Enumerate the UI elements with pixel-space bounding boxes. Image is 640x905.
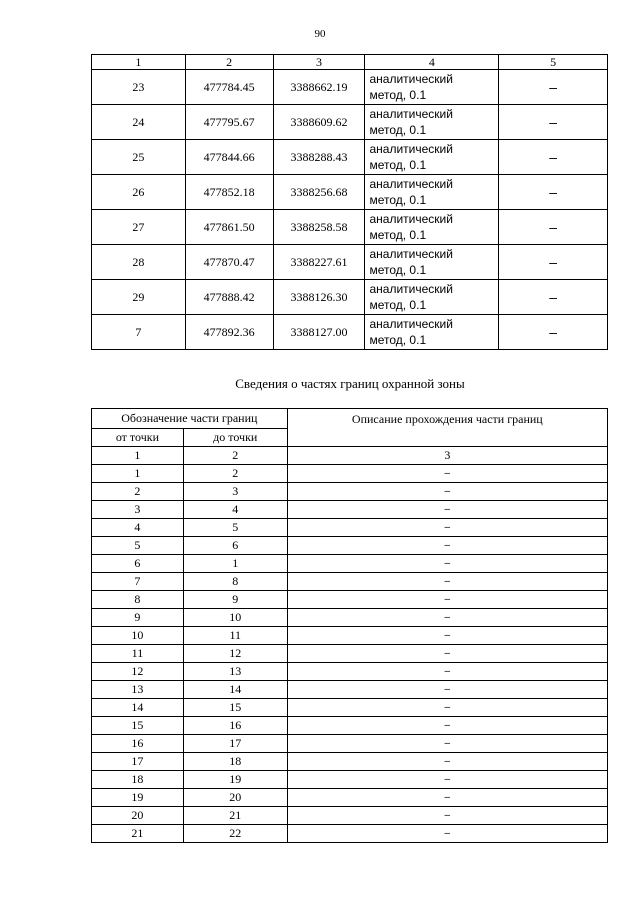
parts-header-row xyxy=(92,409,608,429)
coords-header-cell: 2 xyxy=(185,55,273,70)
to-point-cell: 12 xyxy=(183,645,287,663)
boundary-parts-table xyxy=(91,408,608,843)
note-cell: – xyxy=(499,175,608,210)
to-point-cell: 5 xyxy=(183,519,287,537)
description-cell: – xyxy=(287,735,607,753)
coords-header-cell: 5 xyxy=(499,55,608,70)
from-point-cell: 4 xyxy=(92,519,184,537)
to-point-cell: 10 xyxy=(183,609,287,627)
coords-row xyxy=(92,175,608,210)
method-line: аналитический xyxy=(369,177,453,191)
parts-row xyxy=(92,645,608,663)
method-line: метод, 0.1 xyxy=(369,158,427,172)
to-point-cell: 6 xyxy=(183,537,287,555)
method-line: аналитический xyxy=(369,72,453,86)
method-line: метод, 0.1 xyxy=(369,263,427,277)
point-cell: 28 xyxy=(92,245,186,280)
to-point-cell: 1 xyxy=(183,555,287,573)
y-coordinate-cell: 3388127.00 xyxy=(273,315,365,350)
parts-row xyxy=(92,735,608,753)
from-point-cell: 9 xyxy=(92,609,184,627)
description-cell: – xyxy=(287,465,607,483)
coords-row xyxy=(92,140,608,175)
method-cell xyxy=(365,315,499,350)
method-line: метод, 0.1 xyxy=(369,298,427,312)
y-coordinate-cell: 3388126.30 xyxy=(273,280,365,315)
parts-numbering-row xyxy=(92,447,608,465)
description-cell: – xyxy=(287,807,607,825)
parts-from-header: от точки xyxy=(92,429,184,447)
method-cell xyxy=(365,245,499,280)
coords-header-cell: 3 xyxy=(273,55,365,70)
method-line: метод, 0.1 xyxy=(369,193,427,207)
y-coordinate-cell: 3388256.68 xyxy=(273,175,365,210)
x-coordinate-cell: 477795.67 xyxy=(185,105,273,140)
description-cell: – xyxy=(287,771,607,789)
coords-header-row xyxy=(92,55,608,70)
method-line: аналитический xyxy=(369,212,453,226)
to-point-cell: 14 xyxy=(183,681,287,699)
description-cell: – xyxy=(287,519,607,537)
parts-group-header: Обозначение части границ xyxy=(92,409,288,429)
description-cell: – xyxy=(287,717,607,735)
parts-desc-header: Описание прохождения части границ xyxy=(287,409,607,447)
method-line: аналитический xyxy=(369,107,453,121)
from-point-cell: 16 xyxy=(92,735,184,753)
note-cell: – xyxy=(499,70,608,105)
method-line: аналитический xyxy=(369,142,453,156)
parts-row xyxy=(92,573,608,591)
from-point-cell: 8 xyxy=(92,591,184,609)
parts-row xyxy=(92,717,608,735)
note-cell: – xyxy=(499,245,608,280)
to-point-cell: 15 xyxy=(183,699,287,717)
from-point-cell: 11 xyxy=(92,645,184,663)
note-cell: – xyxy=(499,280,608,315)
from-point-cell: 14 xyxy=(92,699,184,717)
parts-row xyxy=(92,681,608,699)
method-line: аналитический xyxy=(369,317,453,331)
coords-row xyxy=(92,70,608,105)
method-cell xyxy=(365,210,499,245)
point-cell: 24 xyxy=(92,105,186,140)
x-coordinate-cell: 477861.50 xyxy=(185,210,273,245)
from-point-cell: 18 xyxy=(92,771,184,789)
from-point-cell: 17 xyxy=(92,753,184,771)
from-point-cell: 15 xyxy=(92,717,184,735)
to-point-cell: 2 xyxy=(183,465,287,483)
y-coordinate-cell: 3388258.58 xyxy=(273,210,365,245)
point-cell: 29 xyxy=(92,280,186,315)
x-coordinate-cell: 477892.36 xyxy=(185,315,273,350)
description-cell: – xyxy=(287,573,607,591)
parts-numbering-cell: 1 xyxy=(92,447,184,465)
coords-row xyxy=(92,245,608,280)
note-cell: – xyxy=(499,315,608,350)
method-cell xyxy=(365,105,499,140)
parts-row xyxy=(92,465,608,483)
note-cell: – xyxy=(499,210,608,245)
y-coordinate-cell: 3388227.61 xyxy=(273,245,365,280)
from-point-cell: 10 xyxy=(92,627,184,645)
description-cell: – xyxy=(287,537,607,555)
parts-to-header: до точки xyxy=(183,429,287,447)
method-line: метод, 0.1 xyxy=(369,228,427,242)
from-point-cell: 3 xyxy=(92,501,184,519)
description-cell: – xyxy=(287,789,607,807)
point-cell: 25 xyxy=(92,140,186,175)
from-point-cell: 6 xyxy=(92,555,184,573)
parts-row xyxy=(92,591,608,609)
parts-numbering-cell: 3 xyxy=(287,447,607,465)
description-cell: – xyxy=(287,681,607,699)
parts-row xyxy=(92,555,608,573)
from-point-cell: 19 xyxy=(92,789,184,807)
coords-row xyxy=(92,280,608,315)
method-cell xyxy=(365,70,499,105)
parts-row xyxy=(92,699,608,717)
to-point-cell: 13 xyxy=(183,663,287,681)
from-point-cell: 12 xyxy=(92,663,184,681)
parts-row xyxy=(92,825,608,843)
to-point-cell: 21 xyxy=(183,807,287,825)
point-cell: 26 xyxy=(92,175,186,210)
parts-row xyxy=(92,807,608,825)
coords-header-cell: 1 xyxy=(92,55,186,70)
page-number: 90 xyxy=(314,28,326,40)
description-cell: – xyxy=(287,555,607,573)
parts-numbering-cell: 2 xyxy=(183,447,287,465)
parts-row xyxy=(92,537,608,555)
method-line: метод, 0.1 xyxy=(369,88,427,102)
parts-row xyxy=(92,627,608,645)
y-coordinate-cell: 3388288.43 xyxy=(273,140,365,175)
to-point-cell: 4 xyxy=(183,501,287,519)
description-cell: – xyxy=(287,627,607,645)
method-cell xyxy=(365,175,499,210)
description-cell: – xyxy=(287,753,607,771)
coords-row xyxy=(92,315,608,350)
note-cell: – xyxy=(499,140,608,175)
coords-header-cell: 4 xyxy=(365,55,499,70)
point-cell: 23 xyxy=(92,70,186,105)
description-cell: – xyxy=(287,645,607,663)
to-point-cell: 19 xyxy=(183,771,287,789)
to-point-cell: 9 xyxy=(183,591,287,609)
from-point-cell: 21 xyxy=(92,825,184,843)
parts-row xyxy=(92,501,608,519)
to-point-cell: 22 xyxy=(183,825,287,843)
note-cell: – xyxy=(499,105,608,140)
method-cell xyxy=(365,140,499,175)
y-coordinate-cell: 3388662.19 xyxy=(273,70,365,105)
parts-row xyxy=(92,771,608,789)
to-point-cell: 16 xyxy=(183,717,287,735)
y-coordinate-cell: 3388609.62 xyxy=(273,105,365,140)
to-point-cell: 18 xyxy=(183,753,287,771)
x-coordinate-cell: 477784.45 xyxy=(185,70,273,105)
point-cell: 27 xyxy=(92,210,186,245)
method-line: метод, 0.1 xyxy=(369,333,427,347)
parts-row xyxy=(92,663,608,681)
from-point-cell: 2 xyxy=(92,483,184,501)
x-coordinate-cell: 477888.42 xyxy=(185,280,273,315)
x-coordinate-cell: 477844.66 xyxy=(185,140,273,175)
description-cell: – xyxy=(287,699,607,717)
parts-row xyxy=(92,753,608,771)
description-cell: – xyxy=(287,483,607,501)
description-cell: – xyxy=(287,663,607,681)
to-point-cell: 20 xyxy=(183,789,287,807)
parts-row xyxy=(92,609,608,627)
parts-row xyxy=(92,789,608,807)
parts-row xyxy=(92,483,608,501)
coordinates-table xyxy=(91,54,608,350)
x-coordinate-cell: 477852.18 xyxy=(185,175,273,210)
method-line: метод, 0.1 xyxy=(369,123,427,137)
method-line: аналитический xyxy=(369,282,453,296)
from-point-cell: 1 xyxy=(92,465,184,483)
method-cell xyxy=(365,280,499,315)
from-point-cell: 7 xyxy=(92,573,184,591)
coords-row xyxy=(92,210,608,245)
description-cell: – xyxy=(287,501,607,519)
from-point-cell: 13 xyxy=(92,681,184,699)
from-point-cell: 20 xyxy=(92,807,184,825)
description-cell: – xyxy=(287,609,607,627)
description-cell: – xyxy=(287,591,607,609)
to-point-cell: 8 xyxy=(183,573,287,591)
x-coordinate-cell: 477870.47 xyxy=(185,245,273,280)
from-point-cell: 5 xyxy=(92,537,184,555)
to-point-cell: 11 xyxy=(183,627,287,645)
to-point-cell: 17 xyxy=(183,735,287,753)
to-point-cell: 3 xyxy=(183,483,287,501)
coords-row xyxy=(92,105,608,140)
point-cell: 7 xyxy=(92,315,186,350)
section-title: Сведения о частях границ охранной зоны xyxy=(235,376,465,391)
method-line: аналитический xyxy=(369,247,453,261)
parts-row xyxy=(92,519,608,537)
description-cell: – xyxy=(287,825,607,843)
